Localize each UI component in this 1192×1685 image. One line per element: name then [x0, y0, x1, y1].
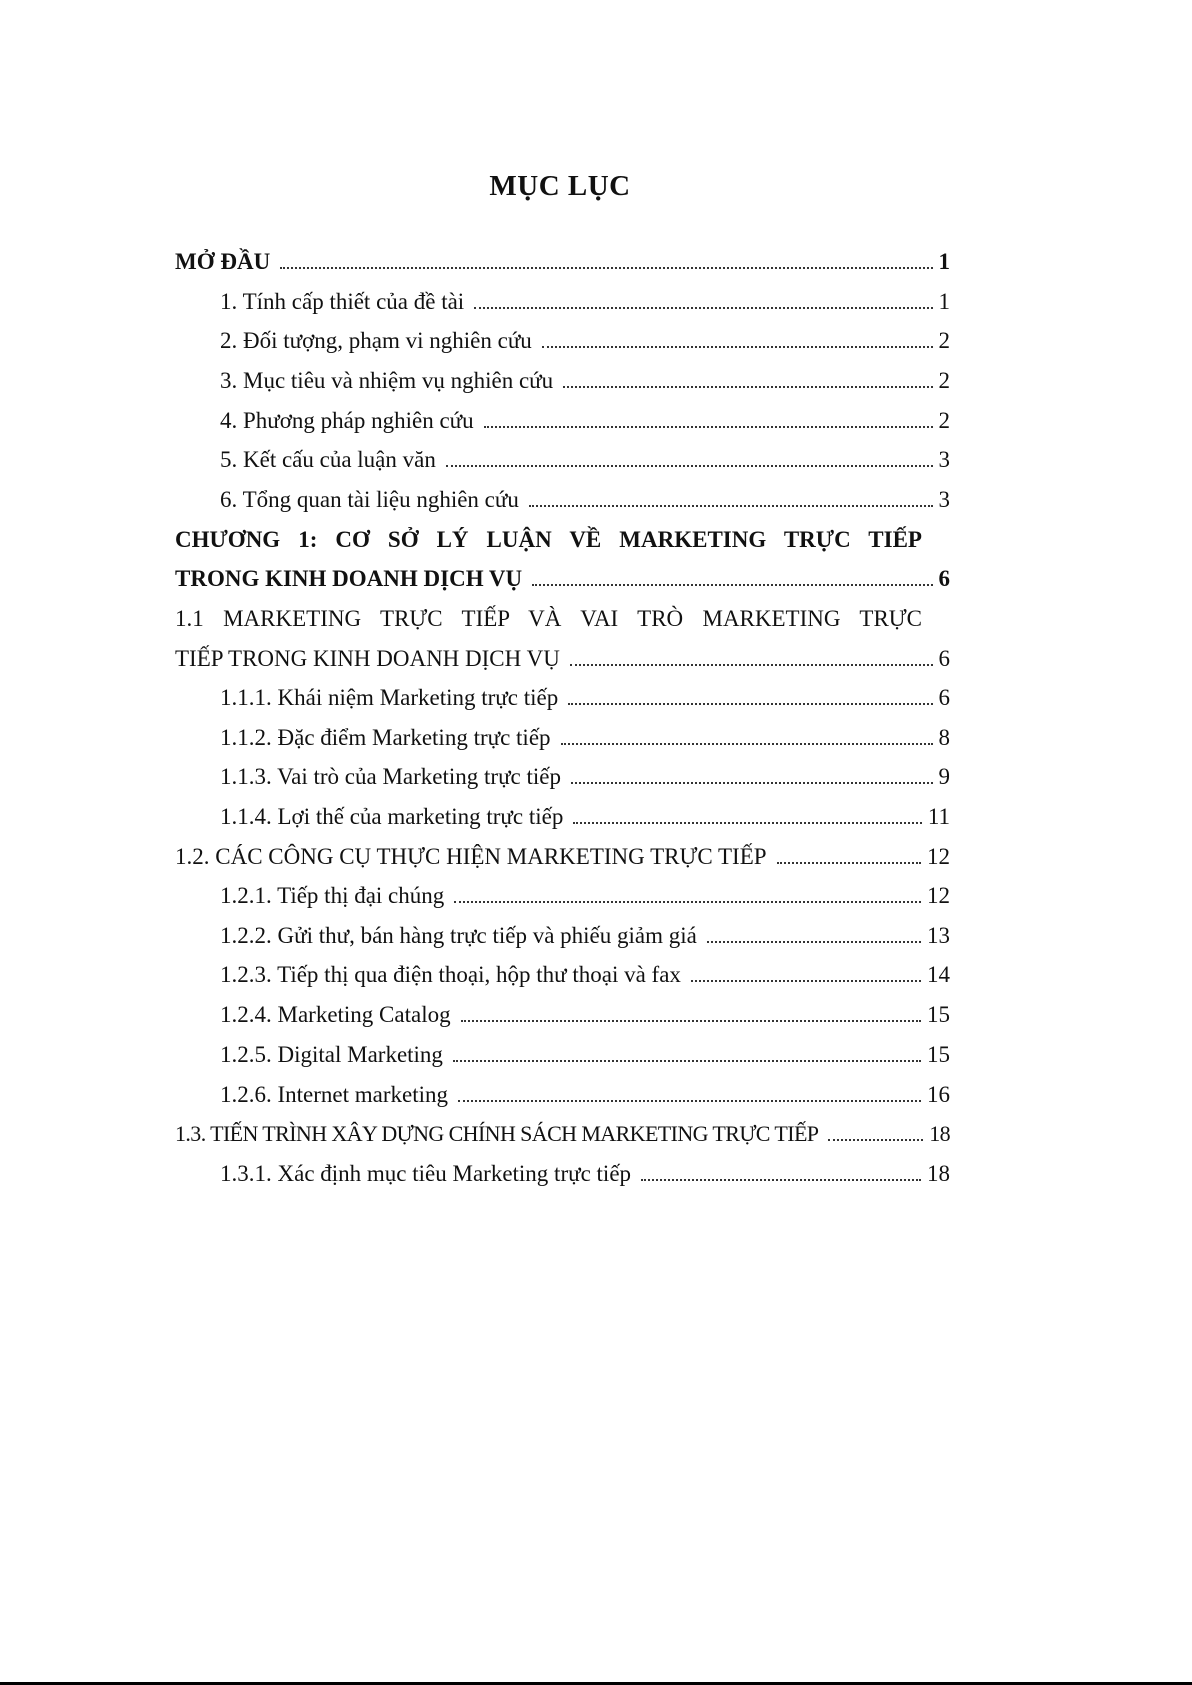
toc-entry[interactable]	[220, 1038, 950, 1072]
toc-entry-text: 1.2.2. Gửi thư, bán hàng trực tiếp và phiếu giảm giá	[220, 923, 697, 948]
toc-entry[interactable]	[220, 760, 950, 794]
toc-page-number: 6	[938, 685, 950, 710]
leader-dots	[563, 386, 932, 388]
toc-page-number: 6	[938, 566, 950, 591]
toc-entry-text: 1.3.1. Xác định mục tiêu Marketing trực tiếp	[220, 1161, 632, 1186]
toc-entry[interactable]	[220, 1157, 950, 1191]
toc-entry[interactable]	[220, 879, 950, 913]
toc-entry[interactable]	[175, 245, 950, 279]
toc-page-number: 9	[938, 764, 950, 789]
toc-entry[interactable]	[220, 800, 950, 834]
leader-dots	[461, 1020, 921, 1022]
toc-entry-text: 1.2.5. Digital Marketing	[220, 1042, 443, 1067]
toc-entry-text: 5. Kết cấu của luận văn	[220, 447, 436, 472]
toc-entry[interactable]	[220, 919, 950, 953]
leader-dots	[707, 941, 921, 943]
toc-page-number: 2	[938, 368, 950, 393]
toc-entry-text: TRONG KINH DOANH DỊCH VỤ	[175, 566, 523, 591]
leader-dots	[484, 426, 933, 428]
leader-dots	[529, 505, 933, 507]
toc-page-number: 1	[938, 249, 950, 274]
leader-dots	[570, 664, 933, 666]
leader-dots	[561, 743, 933, 745]
toc-entry[interactable]	[175, 562, 950, 596]
page-title: MỤC LỤC	[489, 170, 631, 202]
toc-page-number: 11	[927, 804, 950, 829]
toc-entry-text: 1.2.4. Marketing Catalog	[220, 1002, 451, 1027]
toc-entry-text: 4. Phương pháp nghiên cứu	[220, 408, 474, 433]
leader-dots	[542, 346, 933, 348]
toc-entry-text: 1.2. CÁC CÔNG CỤ THỰC HIỆN MARKETING TRỰC TIẾP	[175, 844, 767, 869]
toc-entry-text: MỞ ĐẦU	[175, 249, 271, 274]
toc-page-number: 6	[938, 646, 950, 671]
toc-entry[interactable]	[220, 998, 950, 1032]
toc-page-number: 12	[927, 883, 950, 908]
toc-page-number: 1	[938, 289, 950, 314]
leader-dots	[454, 901, 921, 903]
toc-page-number: 14	[927, 962, 950, 987]
toc-entry-text: CHƯƠNG 1: CƠ SỞ LÝ LUẬN VỀ MARKETING TRỰC TIẾP	[175, 527, 922, 552]
toc-entry[interactable]	[175, 642, 950, 676]
toc-section-heading-line[interactable]	[175, 602, 922, 636]
toc-entry-text: 1.1.4. Lợi thế của marketing trực tiếp	[220, 804, 564, 829]
toc-entry[interactable]	[175, 1117, 950, 1151]
toc-page-number: 3	[938, 487, 950, 512]
toc-entry[interactable]	[220, 721, 950, 755]
leader-dots	[691, 980, 921, 982]
toc-page-number: 15	[927, 1042, 950, 1067]
toc-chapter-heading-line[interactable]	[175, 523, 922, 557]
toc-entry-text: 2. Đối tượng, phạm vi nghiên cứu	[220, 328, 532, 353]
toc-entry-text: 1.1.1. Khái niệm Marketing trực tiếp	[220, 685, 559, 710]
toc-entry-text: 1.2.3. Tiếp thị qua điện thoại, hộp thư thoại và fax	[220, 962, 681, 987]
toc-entry-text: 1.3. TIẾN TRÌNH XÂY DỰNG CHÍNH SÁCH MARKETING TRỰC TIẾP	[175, 1121, 819, 1146]
toc-entry-text: 1.1.3. Vai trò của Marketing trực tiếp	[220, 764, 561, 789]
toc-entry[interactable]	[220, 1078, 950, 1112]
toc-entry[interactable]	[220, 364, 950, 398]
toc-entry-text: 1. Tính cấp thiết của đề tài	[220, 289, 465, 314]
leader-dots	[828, 1139, 923, 1141]
toc-page-number: 2	[938, 408, 950, 433]
leader-dots	[474, 307, 932, 309]
toc-entry[interactable]	[220, 404, 950, 438]
toc-page-number: 2	[938, 328, 950, 353]
toc-page-number: 16	[927, 1082, 950, 1107]
toc-page-number: 8	[938, 725, 950, 750]
toc-entry-text: 1.2.1. Tiếp thị đại chúng	[220, 883, 445, 908]
leader-dots	[573, 822, 922, 824]
toc-entry[interactable]	[220, 483, 950, 517]
leader-dots	[453, 1060, 921, 1062]
toc-entry[interactable]	[220, 958, 950, 992]
toc-entry-text: TIẾP TRONG KINH DOANH DỊCH VỤ	[175, 646, 560, 671]
leader-dots	[280, 267, 932, 269]
toc-entry[interactable]	[220, 681, 950, 715]
toc-entry[interactable]	[220, 285, 950, 319]
toc-page-number: 3	[938, 447, 950, 472]
leader-dots	[571, 782, 933, 784]
toc-page-number: 13	[927, 923, 950, 948]
leader-dots	[446, 465, 933, 467]
toc-entry[interactable]	[175, 840, 950, 874]
toc-entry-text: 1.1 MARKETING TRỰC TIẾP VÀ VAI TRÒ MARKETING TRỰC	[175, 606, 922, 631]
toc-entry[interactable]	[220, 324, 950, 358]
toc-page-number: 12	[927, 844, 950, 869]
leader-dots	[532, 584, 932, 586]
leader-dots	[568, 703, 932, 705]
toc-entry-text: 6. Tổng quan tài liệu nghiên cứu	[220, 487, 519, 512]
toc-page-number: 18	[927, 1161, 950, 1186]
toc-entry-text: 1.1.2. Đặc điểm Marketing trực tiếp	[220, 725, 551, 750]
toc-page-number: 15	[927, 1002, 950, 1027]
toc-entry[interactable]	[220, 443, 950, 477]
toc-entry-text: 3. Mục tiêu và nhiệm vụ nghiên cứu	[220, 368, 554, 393]
toc-page-number: 18	[929, 1121, 950, 1146]
leader-dots	[777, 862, 921, 864]
leader-dots	[641, 1179, 921, 1181]
leader-dots	[458, 1100, 921, 1102]
toc-entry-text: 1.2.6. Internet marketing	[220, 1082, 449, 1107]
